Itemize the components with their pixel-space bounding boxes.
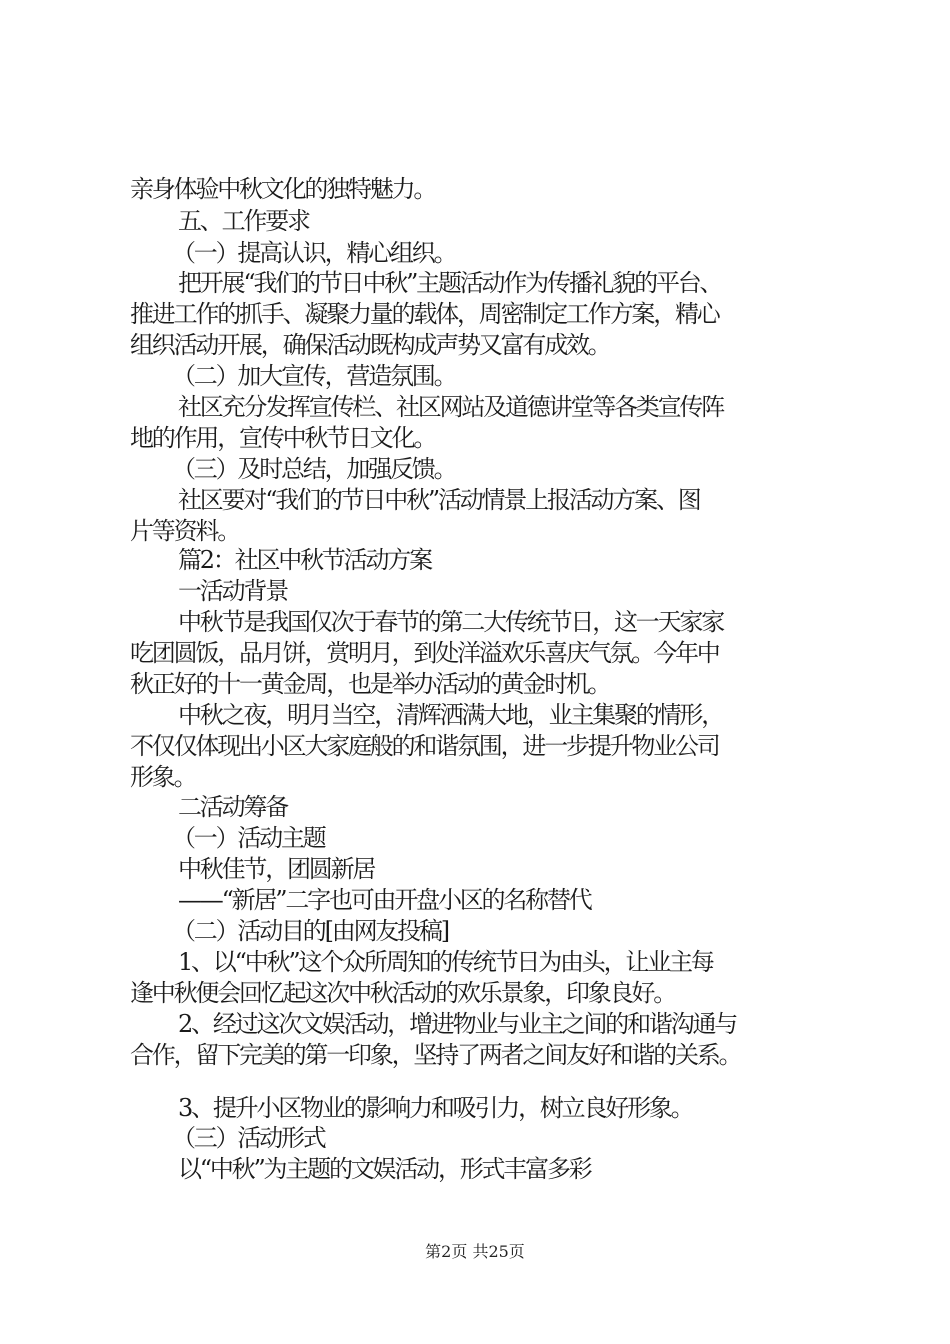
subsection-heading: （三）及时总结，加强反馈。 (172, 455, 456, 483)
subsection-heading: （二）活动目的[由网友投稿] (172, 917, 448, 945)
article-title: 篇2：社区中秋节活动方案 (178, 546, 431, 574)
text-line: 吃团圆饭，品月饼，赏明月，到处洋溢欢乐喜庆气氛。今年中 (130, 639, 719, 667)
text-line: 社区要对“我们的节日中秋”活动情景上报活动方案、图 (178, 486, 700, 514)
text-line: 社区充分发挥宣传栏、社区网站及道德讲堂等各类宣传阵 (178, 393, 723, 421)
text-line: 以“中秋”为主题的文娱活动，形式丰富多彩 (178, 1155, 591, 1183)
text-line: 逢中秋便会回忆起这次中秋活动的欢乐景象，印象良好。 (130, 979, 675, 1007)
subsection-heading: （三）活动形式 (172, 1124, 325, 1152)
section-heading: 一活动背景 (178, 577, 287, 605)
text-line: 形象。 (130, 763, 196, 791)
text-line: 地的作用，宣传中秋节日文化。 (130, 424, 436, 452)
text-line: 1、以“中秋”这个众所周知的传统节日为由头，让业主每 (178, 948, 713, 976)
text-line: 中秋佳节，团圆新居 (178, 855, 375, 883)
text-line: 把开展“我们的节日中秋”主题活动作为传播礼貌的平台、 (178, 269, 722, 297)
text-line: 片等资料。 (130, 517, 239, 545)
subsection-heading: （一）提高认识，精心组织。 (172, 239, 456, 267)
text-line: 不仅仅体现出小区大家庭般的和谐氛围，进一步提升物业公司 (130, 732, 719, 760)
text-line: 秋正好的十一黄金周，也是举办活动的黄金时机。 (130, 670, 610, 698)
text-line: 3、提升小区物业的影响力和吸引力，树立良好形象。 (178, 1094, 693, 1122)
text-line: 中秋之夜，明月当空，清辉洒满大地，业主集聚的情形， (178, 701, 723, 729)
subsection-heading: （二）加大宣传，营造氛围。 (172, 362, 456, 390)
text-line: 中秋节是我国仅次于春节的第二大传统节日，这一天家家 (178, 608, 723, 636)
subsection-heading: （一）活动主题 (172, 824, 325, 852)
text-line: 2、经过这次文娱活动，增进物业与业主之间的和谐沟通与 (178, 1010, 737, 1038)
text-line: 组织活动开展，确保活动既构成声势又富有成效。 (130, 331, 610, 359)
section-heading: 五、工作要求 (178, 207, 309, 235)
text-line: ——“新居”二字也可由开盘小区的名称替代 (178, 886, 591, 914)
text-line: 合作，留下完美的第一印象，坚持了两者之间友好和谐的关系。 (130, 1041, 741, 1069)
section-heading: 二活动筹备 (178, 793, 287, 821)
text-line: 亲身体验中秋文化的独特魅力。 (130, 175, 436, 203)
page-footer: 第2页 共25页 (425, 1242, 525, 1261)
text-line: 推进工作的抓手、凝聚力量的载体，周密制定工作方案，精心 (130, 300, 719, 328)
